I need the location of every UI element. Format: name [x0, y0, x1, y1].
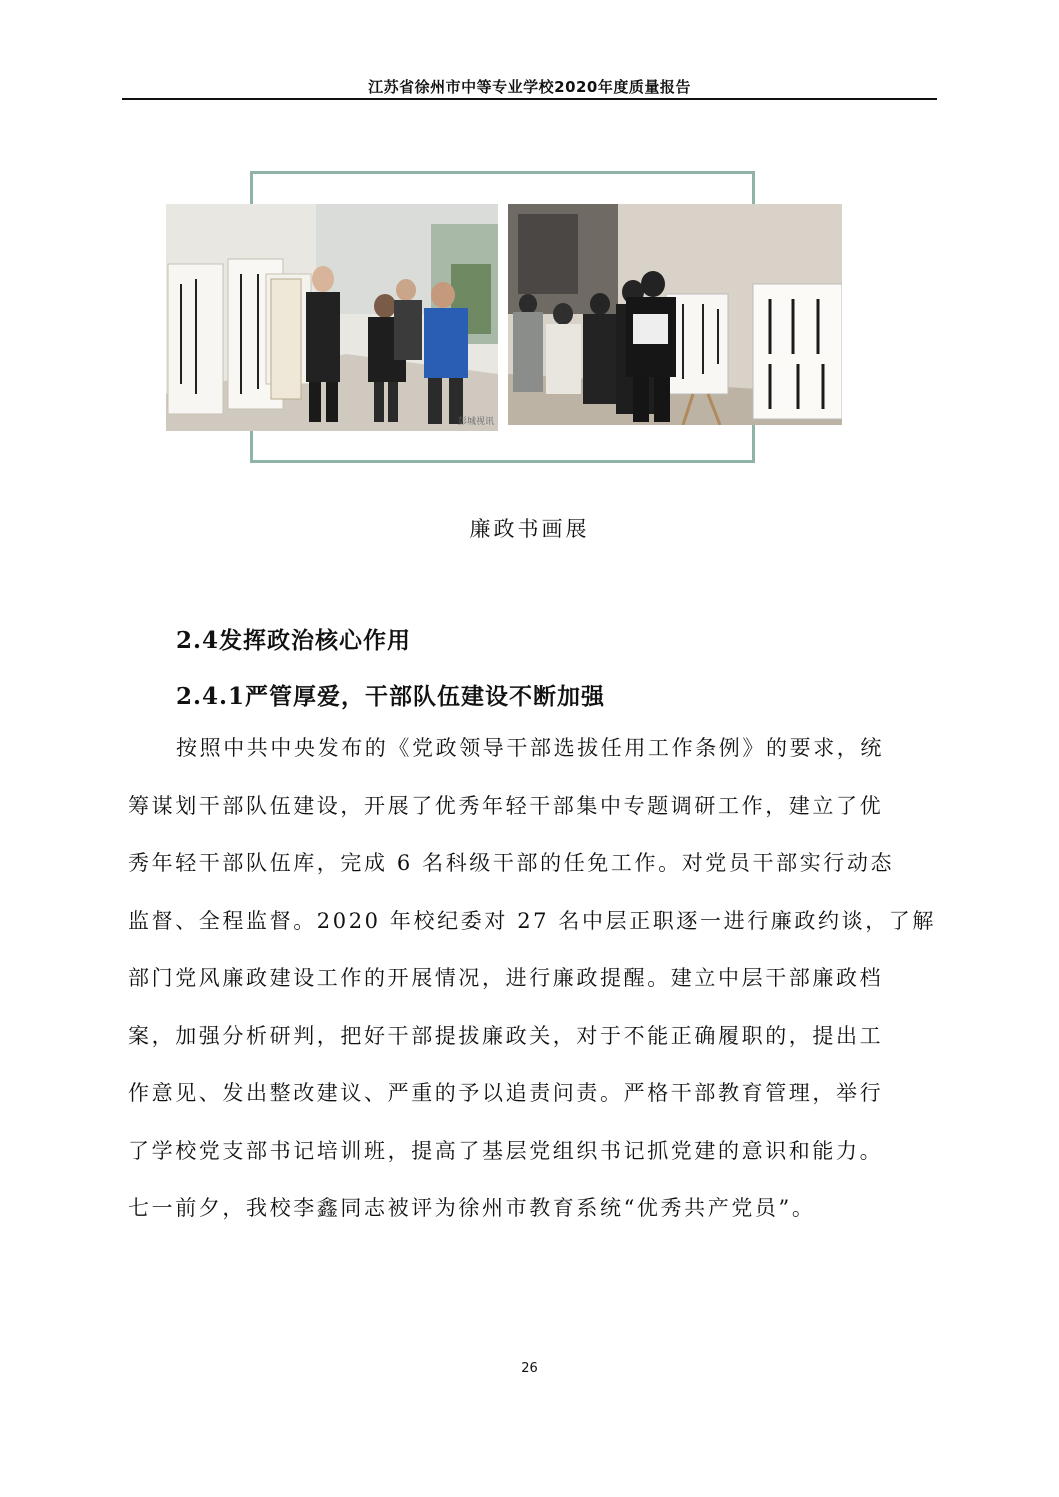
photo-students-viewing [508, 204, 842, 425]
section-heading: 2.4发挥政治核心作用 [176, 627, 412, 654]
header-rule [122, 98, 937, 100]
document-header-title: 江苏省徐州市中等专业学校2020年度质量报告 [368, 78, 691, 96]
body-line: 部门党风廉政建设工作的开展情况，进行廉政提醒。建立中层干部廉政档 [128, 966, 884, 990]
body-line: 筹谋划干部队伍建设，开展了优秀年轻干部集中专题调研工作，建立了优 [128, 793, 884, 818]
body-line: 作意见、发出整改建议、严重的予以追责问责。严格干部教育管理，举行 [128, 1081, 884, 1105]
body-line: 秀年轻干部队伍库，完成 6 名科级干部的任免工作。对党员干部实行动态 [128, 851, 895, 875]
page-number: 26 [521, 1361, 538, 1376]
photo-watermark: 彭城视讯 [458, 417, 495, 427]
photo-exhibition-hallway [166, 204, 498, 431]
subsection-heading: 2.4.1严管厚爱，干部队伍建设不断加强 [176, 683, 606, 710]
body-line: 监督、全程监督。2020 年校纪委对 27 名中层正职逐一进行廉政约谈，了解 [128, 908, 936, 933]
figure-caption: 廉政书画展 [469, 517, 590, 541]
body-line: 七一前夕，我校李鑫同志被评为徐州市教育系统“优秀共产党员”。 [128, 1196, 816, 1220]
body-paragraph [128, 726, 934, 1244]
body-line: 按照中共中央发布的《党政领导干部选拔任用工作条例》的要求，统 [176, 736, 884, 760]
body-line: 了学校党支部书记培训班，提高了基层党组织书记抓党建的意识和能力。 [128, 1138, 884, 1163]
body-line: 案，加强分析研判，把好干部提拔廉政关，对于不能正确履职的，提出工 [128, 1023, 884, 1048]
